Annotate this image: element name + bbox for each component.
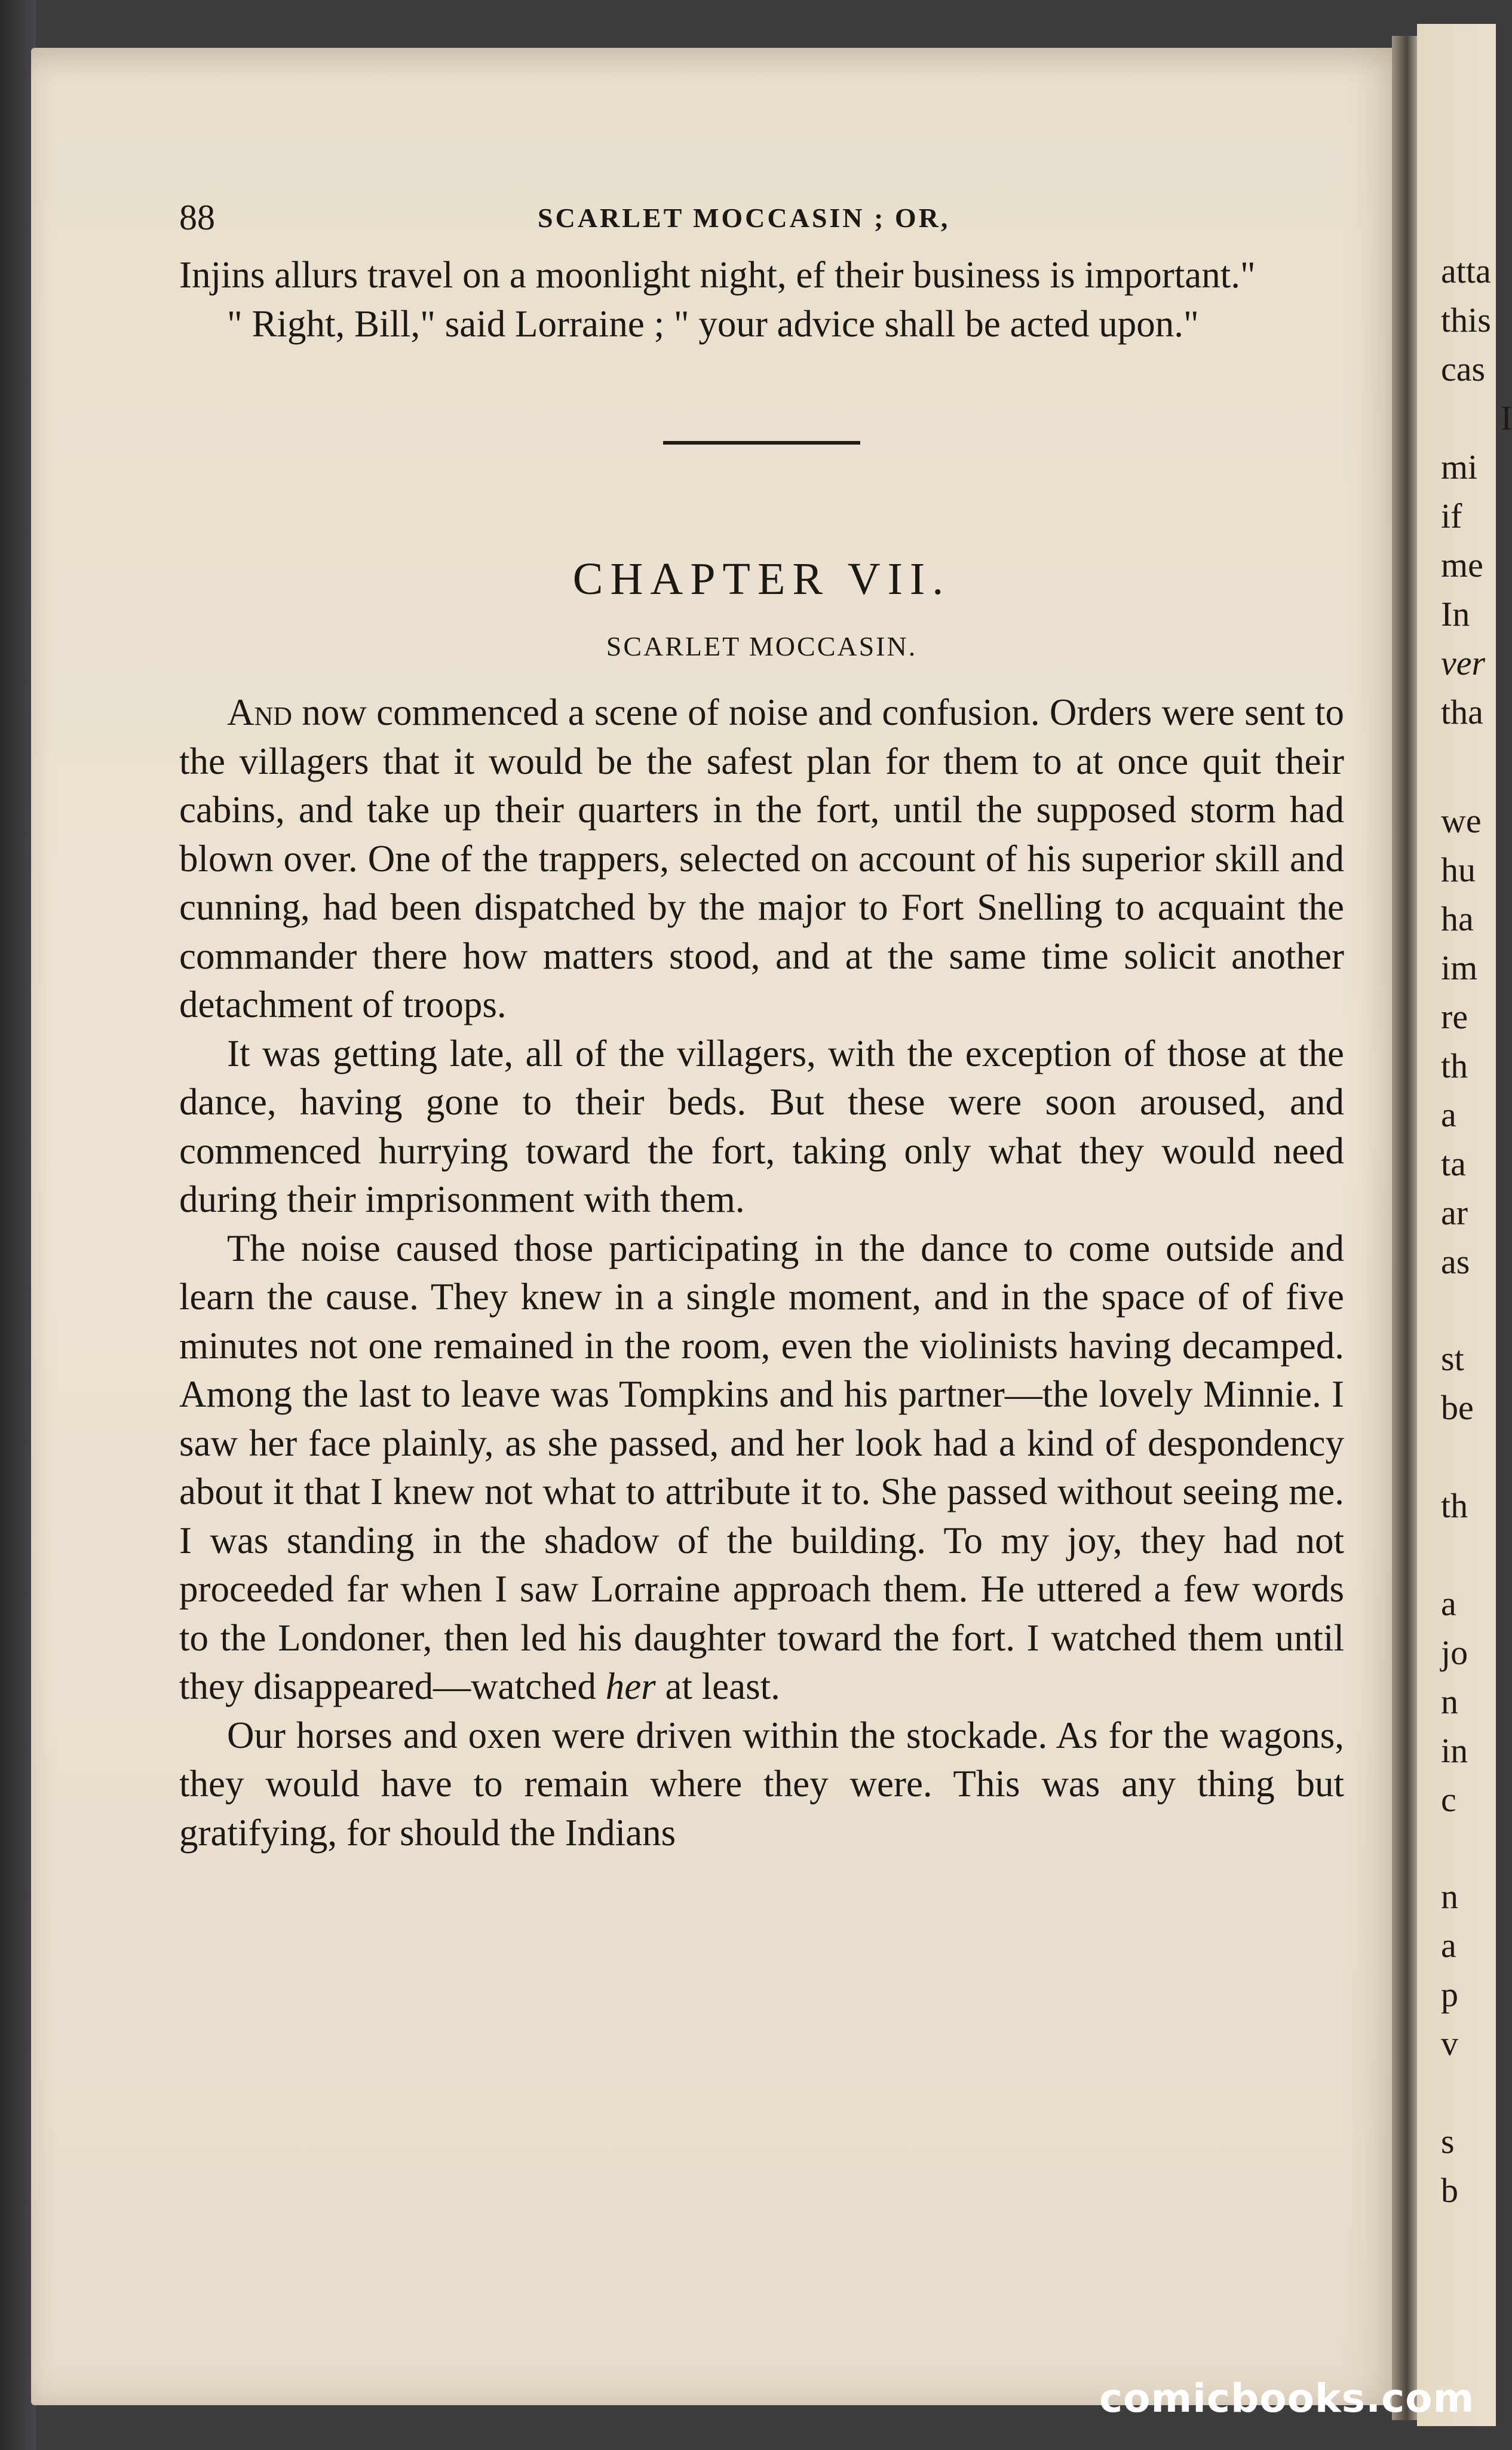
dialogue-line: " Right, Bill," said Lorraine ; " your advice shall be acted upon." bbox=[227, 302, 1199, 345]
facing-page-text: ar bbox=[1441, 1193, 1468, 1232]
section-rule bbox=[663, 441, 860, 445]
facing-page-text: c bbox=[1441, 1780, 1456, 1819]
paragraph-2: It was getting late, all of the villagers, with the exception of those at the dance, having gone to their beds. But these were soon aroused, and commenced hurrying toward the fort, taking only what they would need during their imprisonment with them. bbox=[179, 1032, 1344, 1220]
facing-page-text: I bbox=[1501, 399, 1512, 437]
paragraph-4: Our horses and oxen were driven within the stockade. As for the wagons, they would have to remain where they were. This was any thing but gratifying, for should the Indians bbox=[179, 1714, 1344, 1854]
left-scan-edge bbox=[0, 0, 36, 2450]
dialogue-block bbox=[179, 251, 1344, 348]
facing-page-text: a bbox=[1441, 1584, 1456, 1623]
facing-page-text: p bbox=[1441, 1975, 1458, 2014]
facing-page-fragment bbox=[1417, 24, 1512, 2426]
facing-page-text: ver bbox=[1441, 644, 1486, 682]
watermark: comicbooks.com bbox=[1099, 2375, 1475, 2421]
facing-page-text: hu bbox=[1441, 850, 1476, 889]
facing-page-text: be bbox=[1441, 1388, 1474, 1427]
facing-page-text: n bbox=[1441, 1682, 1458, 1721]
facing-page-text: n bbox=[1441, 1877, 1458, 1916]
facing-page-text: s bbox=[1441, 2122, 1455, 2161]
facing-page-text: In bbox=[1441, 595, 1470, 633]
facing-page-text: jo bbox=[1441, 1633, 1468, 1672]
page-content bbox=[179, 197, 1344, 1857]
page-number: 88 bbox=[179, 198, 215, 237]
paragraph-1 bbox=[179, 688, 1344, 1030]
running-title: SCARLET MOCCASIN ; OR, bbox=[538, 203, 950, 233]
facing-page-text: in bbox=[1441, 1731, 1468, 1770]
facing-page-text: as bbox=[1441, 1242, 1470, 1281]
facing-page-text: ta bbox=[1441, 1144, 1466, 1183]
facing-page-text: ha bbox=[1441, 899, 1474, 938]
facing-page-text: b bbox=[1441, 2171, 1458, 2210]
facing-page-text: st bbox=[1441, 1339, 1464, 1378]
facing-page-text: cas bbox=[1441, 350, 1486, 388]
facing-page-text: mi bbox=[1441, 448, 1478, 486]
paragraph-text: The noise caused those participating in the dance to come outside and learn the cause. They knew in a single moment, and in the space of of five minutes not one remained in the room, even the violinists having decamped. Among the last to leave was Tompkins and his partner—the lovely Minnie. I saw her face plainly, as she passed, and her look had a kind of despondency about it that I knew not what to attribute it to. She passed without seeing me. I was standing in the shadow of the building. To my joy, they had not proceeded far when I saw Lorraine approach them. He uttered a few words to the Londoner, then led his daughter toward the fort. I watched them until they disappeared—watched bbox=[179, 1227, 1344, 1707]
facing-page-text: we bbox=[1441, 801, 1482, 840]
chapter-subtitle: SCARLET MOCCASIN. bbox=[606, 631, 918, 662]
paragraph-text: at least. bbox=[655, 1665, 780, 1707]
facing-page-text: me bbox=[1441, 546, 1483, 584]
facing-page-text: a bbox=[1441, 1095, 1456, 1134]
facing-page-text: this bbox=[1441, 301, 1491, 339]
running-head bbox=[179, 197, 1344, 251]
facing-page-text: th bbox=[1441, 1046, 1468, 1085]
facing-page-text: tha bbox=[1441, 693, 1483, 731]
dialogue-line: Injins allurs travel on a moonlight night, ef their business is important." bbox=[179, 254, 1256, 296]
facing-page-text: im bbox=[1441, 948, 1478, 987]
facing-page-text: a bbox=[1441, 1926, 1456, 1965]
paragraph-3 bbox=[179, 1224, 1344, 1711]
facing-page-text: v bbox=[1441, 2024, 1458, 2063]
facing-page-text: atta bbox=[1441, 252, 1491, 290]
paragraph-text: now commenced a scene of noise and confusion. Orders were sent to the villagers that it would be the safest plan for them to at once quit their cabins, and take up their quarters in the fort, until the supposed storm had blown over. One of the trappers, selected on account of his superior skill and cunning, had been dispatched by the major to Fort Snelling to acquaint the commander there how matters stood, and at the same time solicit another detachment of troops. bbox=[179, 691, 1344, 1025]
facing-page-text: re bbox=[1441, 997, 1468, 1036]
chapter-title: CHAPTER VII. bbox=[572, 554, 951, 604]
facing-page-text: th bbox=[1441, 1486, 1468, 1525]
paragraph-lead-word: And bbox=[227, 691, 293, 733]
facing-page-text: if bbox=[1441, 497, 1462, 535]
emphasized-word: her bbox=[605, 1665, 656, 1707]
